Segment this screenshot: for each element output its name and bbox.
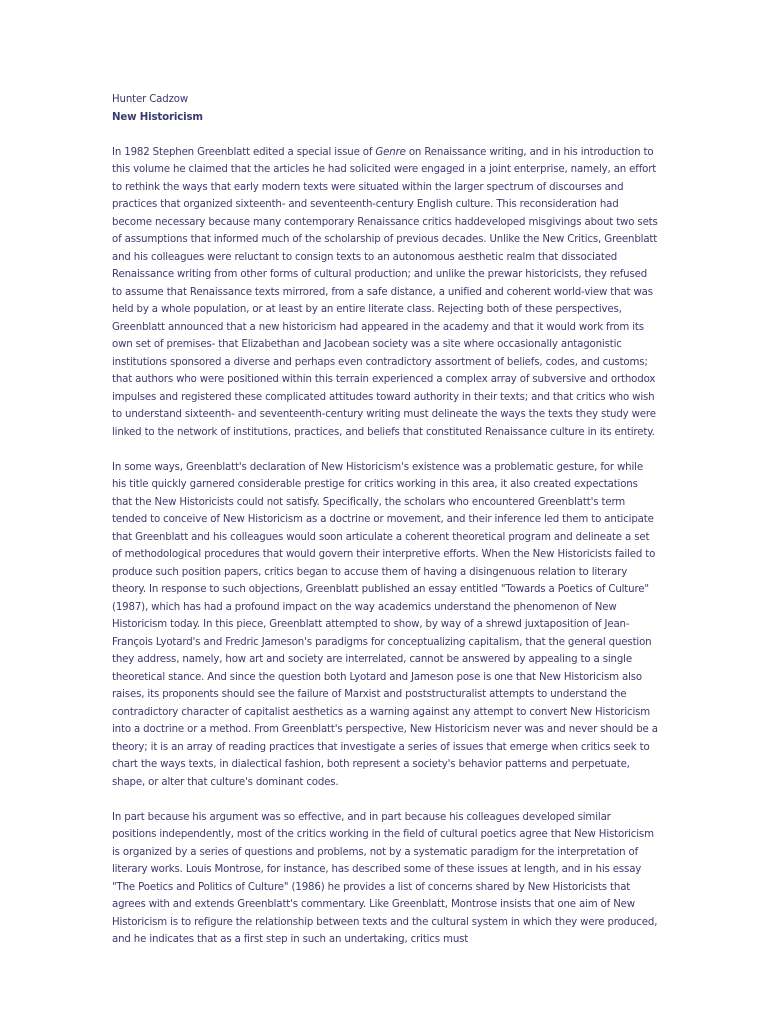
paragraph-1 — [112, 144, 658, 442]
spacer — [112, 791, 658, 809]
paragraph-3: In part because his argument was so effective, and in part because his colleagues developed similar positions independently, most of the critics working in the field of cultural poetics agree that New Historicism is organized by a series of questions and problems, not by a systematic paradigm for the interpretation of literary works. Louis Montrose, for instance, has described some of these issues at length, and in his essay "The Poetics and Politics of Culture" (1986) he provides a list of concerns shared by New Historicists that agrees with and extends Greenblatt's commentary. Like Greenblatt, Montrose insists that one aim of New Historicism is to refigure the relationship between texts and the cultural system in which they were produced, and he indicates that as a first step in such an undertaking, critics must — [112, 811, 658, 945]
spacer — [112, 126, 658, 144]
paragraph-1-body: on Renaissance writing, and in his introduction to this volume he claimed that the articles he had solicited were engaged in a joint enterprise, namely, an effort to rethink the ways that early modern texts were situated within the larger spectrum of discourses and practices that organized sixteenth- and seventeenth-century English culture. This reconsideration had become necessary because many contemporary Renaissance critics haddeveloped misgivings about two sets of assumptions that informed much of the scholarship of previous decades. Unlike the New Critics, Greenblatt and his colleagues were reluctant to consign texts to an autonomous aesthetic realm that dissociated Renaissance writing from other forms of cultural production; and unlike the prewar historicists, they refused to assume that Renaissance texts mirrored, from a safe distance, a unified and coherent world-view that was held by a whole population, or at least by an entire literate class. Rejecting both of these perspectives, Greenblatt announced that a new historicism had appeared in the academy and that it would work from its own set of premises- that Elizabethan and Jacobean society was a site where occasionally antagonistic institutions sponsored a diverse and perhaps even contradictory assortment of beliefs, codes, and customs; that authors who were positioned within this terrain experienced a complex array of subversive and orthodox impulses and registered these complicated attitudes toward authority in their texts; and that critics who wish to understand sixteenth- and seventeenth-century writing must delineate the ways the texts they study were linked to the network of institutions, practices, and beliefs that constituted Renaissance culture in its entirety. — [112, 146, 658, 438]
spacer — [112, 441, 658, 459]
paragraph-2: In some ways, Greenblatt's declaration of New Historicism's existence was a problematic gesture, for while his title quickly garnered considerable prestige for critics working in this area, it also created expectations that the New Historicists could not satisfy. Specifically, the scholars who encountered Greenblatt's term tended to conceive of New Historicism as a doctrine or movement, and their inference led them to anticipate that Greenblatt and his colleagues would soon articulate a coherent theoretical program and delineate a set of methodological procedures that would govern their interpretive efforts. When the New Historicists failed to produce such position papers, critics began to accuse them of having a disingenuous relation to literary theory. In response to such objections, Greenblatt published an essay entitled "Towards a Poetics of Culture" (1987), which has had a profound impact on the way academics understand the phenomenon of New Historicism today. In this piece, Greenblatt attempted to show, by way of a shrewd juxtaposition of Jean-François Lyotard's and Fredric Jameson's paradigms for conceptualizing capitalism, that the general question they address, namely, how art and society are interrelated, cannot be answered by appealing to a single theoretical stance. And since the question both Lyotard and Jameson pose is one that New Historicism also raises, its proponents should see the failure of Marxist and poststructuralist attempts to understand the contradictory character of capitalist aesthetics as a warning against any attempt to convert New Historicism into a doctrine or a method. From Greenblatt's perspective, New Historicism never was and never should be a theory; it is an array of reading practices that investigate a series of issues that emerge when critics seek to chart the ways texts, in dialectical fashion, both represent a society's behavior patterns and perpetuate, shape, or alter that culture's dominant codes. — [112, 461, 658, 788]
paragraph-1-lead: In 1982 Stephen Greenblatt edited a special issue of — [112, 146, 376, 158]
author-name: Hunter Cadzow — [112, 94, 189, 105]
document-title: New Historicism — [112, 111, 203, 123]
journal-title: Genre — [375, 146, 406, 158]
document-page — [112, 91, 658, 949]
